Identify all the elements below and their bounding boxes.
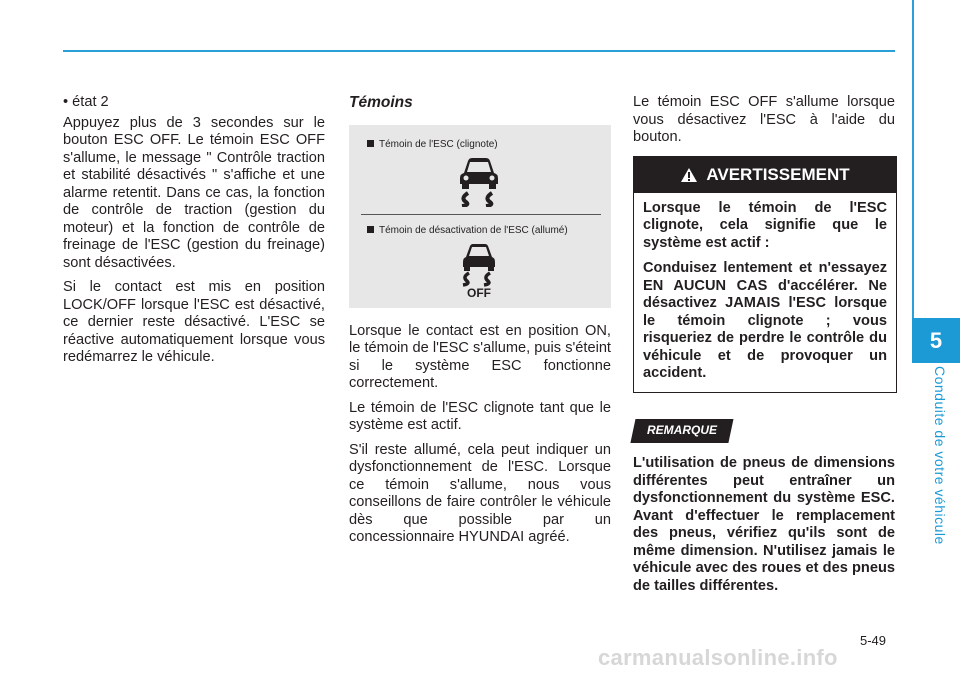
warning-title: AVERTISSEMENT <box>706 164 850 184</box>
warning-header <box>634 157 896 193</box>
paragraph: Lorsque le contact est en position ON, le témoin de l'ESC s'allume, puis s'éteint si le système ESC fonctionne correctement. <box>349 322 611 391</box>
chapter-number-tab: 5 <box>912 318 960 363</box>
square-bullet-icon <box>367 140 374 147</box>
warning-paragraph: Lorsque le témoin de l'ESC clignote, cela signifie que le système est actif : <box>643 199 887 251</box>
paragraph: Le témoin ESC OFF s'allume lorsque vous désactivez l'ESC à l'aide du bouton. <box>633 94 895 145</box>
page-number: 5-49 <box>860 633 887 648</box>
column-right <box>633 94 895 602</box>
section-heading: Témoins <box>349 94 413 111</box>
paragraph: Appuyez plus de 3 secondes sur le bouton ESC OFF. Le témoin ESC OFF s'allume, le message " Contrôle traction et stabilité désactivés " s'affiche et une alarme retentit. Dans ce cas, la fonction de contrôle de traction (gestion du moteur) et la fonction de contrôle de freinage de l'ESC (gestion du freinage) sont désactivées. <box>63 114 325 271</box>
warning-paragraph: Conduisez lentement et n'essayez EN AUCUN CAS d'accélérer. Ne désactivez JAMAIS l'ESC lorsque le témoin clignote ; vous risqueriez de perdre le contrôle du véhicule et de provoquer un accident. <box>643 260 887 381</box>
esc-off-car-skid-icon <box>452 241 506 299</box>
warning-body <box>634 193 896 392</box>
figure-caption-esc-off: Témoin de désactivation de l'ESC (allumé) <box>367 222 568 240</box>
figure-caption-esc: Témoin de l'ESC (clignote) <box>367 136 498 154</box>
column-left <box>63 94 325 374</box>
chapter-title: Conduite de votre véhicule <box>932 366 948 545</box>
paragraph: Si le contact est mis en position LOCK/OFF lorsque l'ESC est désactivé, ce dernier reste désactivé. L'ESC se réactive automatiquement lorsque vous redémarrez le véhicule. <box>63 279 325 365</box>
header-rule <box>63 50 895 52</box>
paragraph: Le témoin de l'ESC clignote tant que le système est actif. <box>349 399 611 433</box>
note-text: L'utilisation de pneus de dimensions différentes peut entraîner un dysfonctionnement du système ESC. Avant d'effectuer le remplacement des pneus, vérifiez qu'ils sont de même dimension. N'utilisez jamais le véhicule avec des roues et des pneus de tailles différentes. <box>633 455 895 594</box>
note-badge: REMARQUE <box>631 419 734 443</box>
side-rule <box>912 0 914 318</box>
state-bullet: • état 2 <box>63 94 109 110</box>
square-bullet-icon <box>367 226 374 233</box>
watermark: carmanualsonline.info <box>598 645 838 670</box>
warning-triangle-icon <box>680 167 698 183</box>
indicator-figure <box>349 125 611 308</box>
figure-divider <box>361 214 601 215</box>
column-middle <box>349 94 611 554</box>
warning-box <box>633 156 897 393</box>
paragraph: S'il reste allumé, cela peut indiquer un dysfonctionnement de l'ESC. Lorsque ce témoin s'allume, nous vous conseillons de faire contrôler le véhicule dès que possible par un concessionnaire HYUNDAI agréé. <box>349 441 611 545</box>
off-label: OFF <box>467 285 491 299</box>
esc-car-skid-icon <box>452 155 506 207</box>
